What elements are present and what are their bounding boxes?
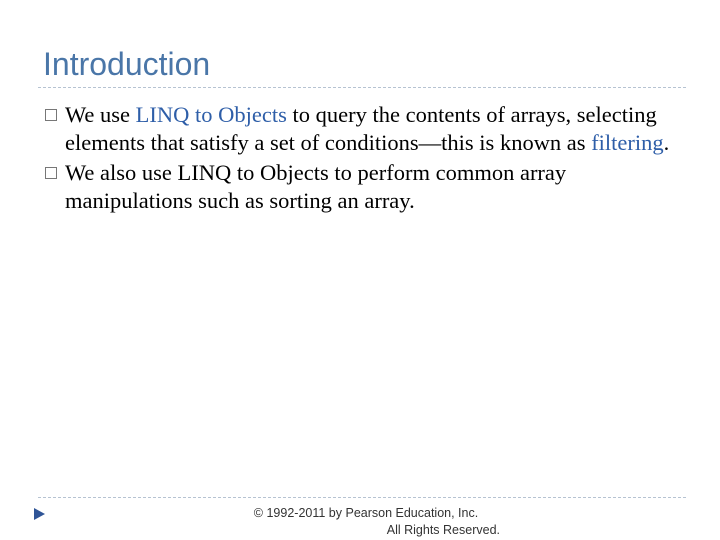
bullet-text-part: to query the contents of arrays, selecting elements that satisfy a set of conditions—this is known as [65,102,657,155]
bullet-text [65,102,669,155]
square-bullet-icon [45,109,57,121]
bullet-text-part: . [663,130,670,155]
copyright-footer [180,505,500,539]
bullet-list [43,101,673,217]
title-divider [38,87,686,88]
nav-arrow-icon[interactable] [31,506,47,522]
bullet-text: We also use LINQ to Objects to perform common array manipulations such as sorting an array. [65,160,567,213]
footer-divider [38,497,686,498]
copyright-line: © 1992-2011 by Pearson Education, Inc. [253,506,479,520]
bullet-text-part: We use [65,102,136,127]
bullet-item [43,159,673,215]
term-filtering: filtering [591,130,664,155]
bullet-item [43,101,673,157]
rights-line: All Rights Reserved. [386,523,500,537]
slide-title: Introduction [43,46,211,82]
term-linq-to-objects: LINQ to Objects [135,102,287,127]
square-bullet-icon [45,167,57,179]
